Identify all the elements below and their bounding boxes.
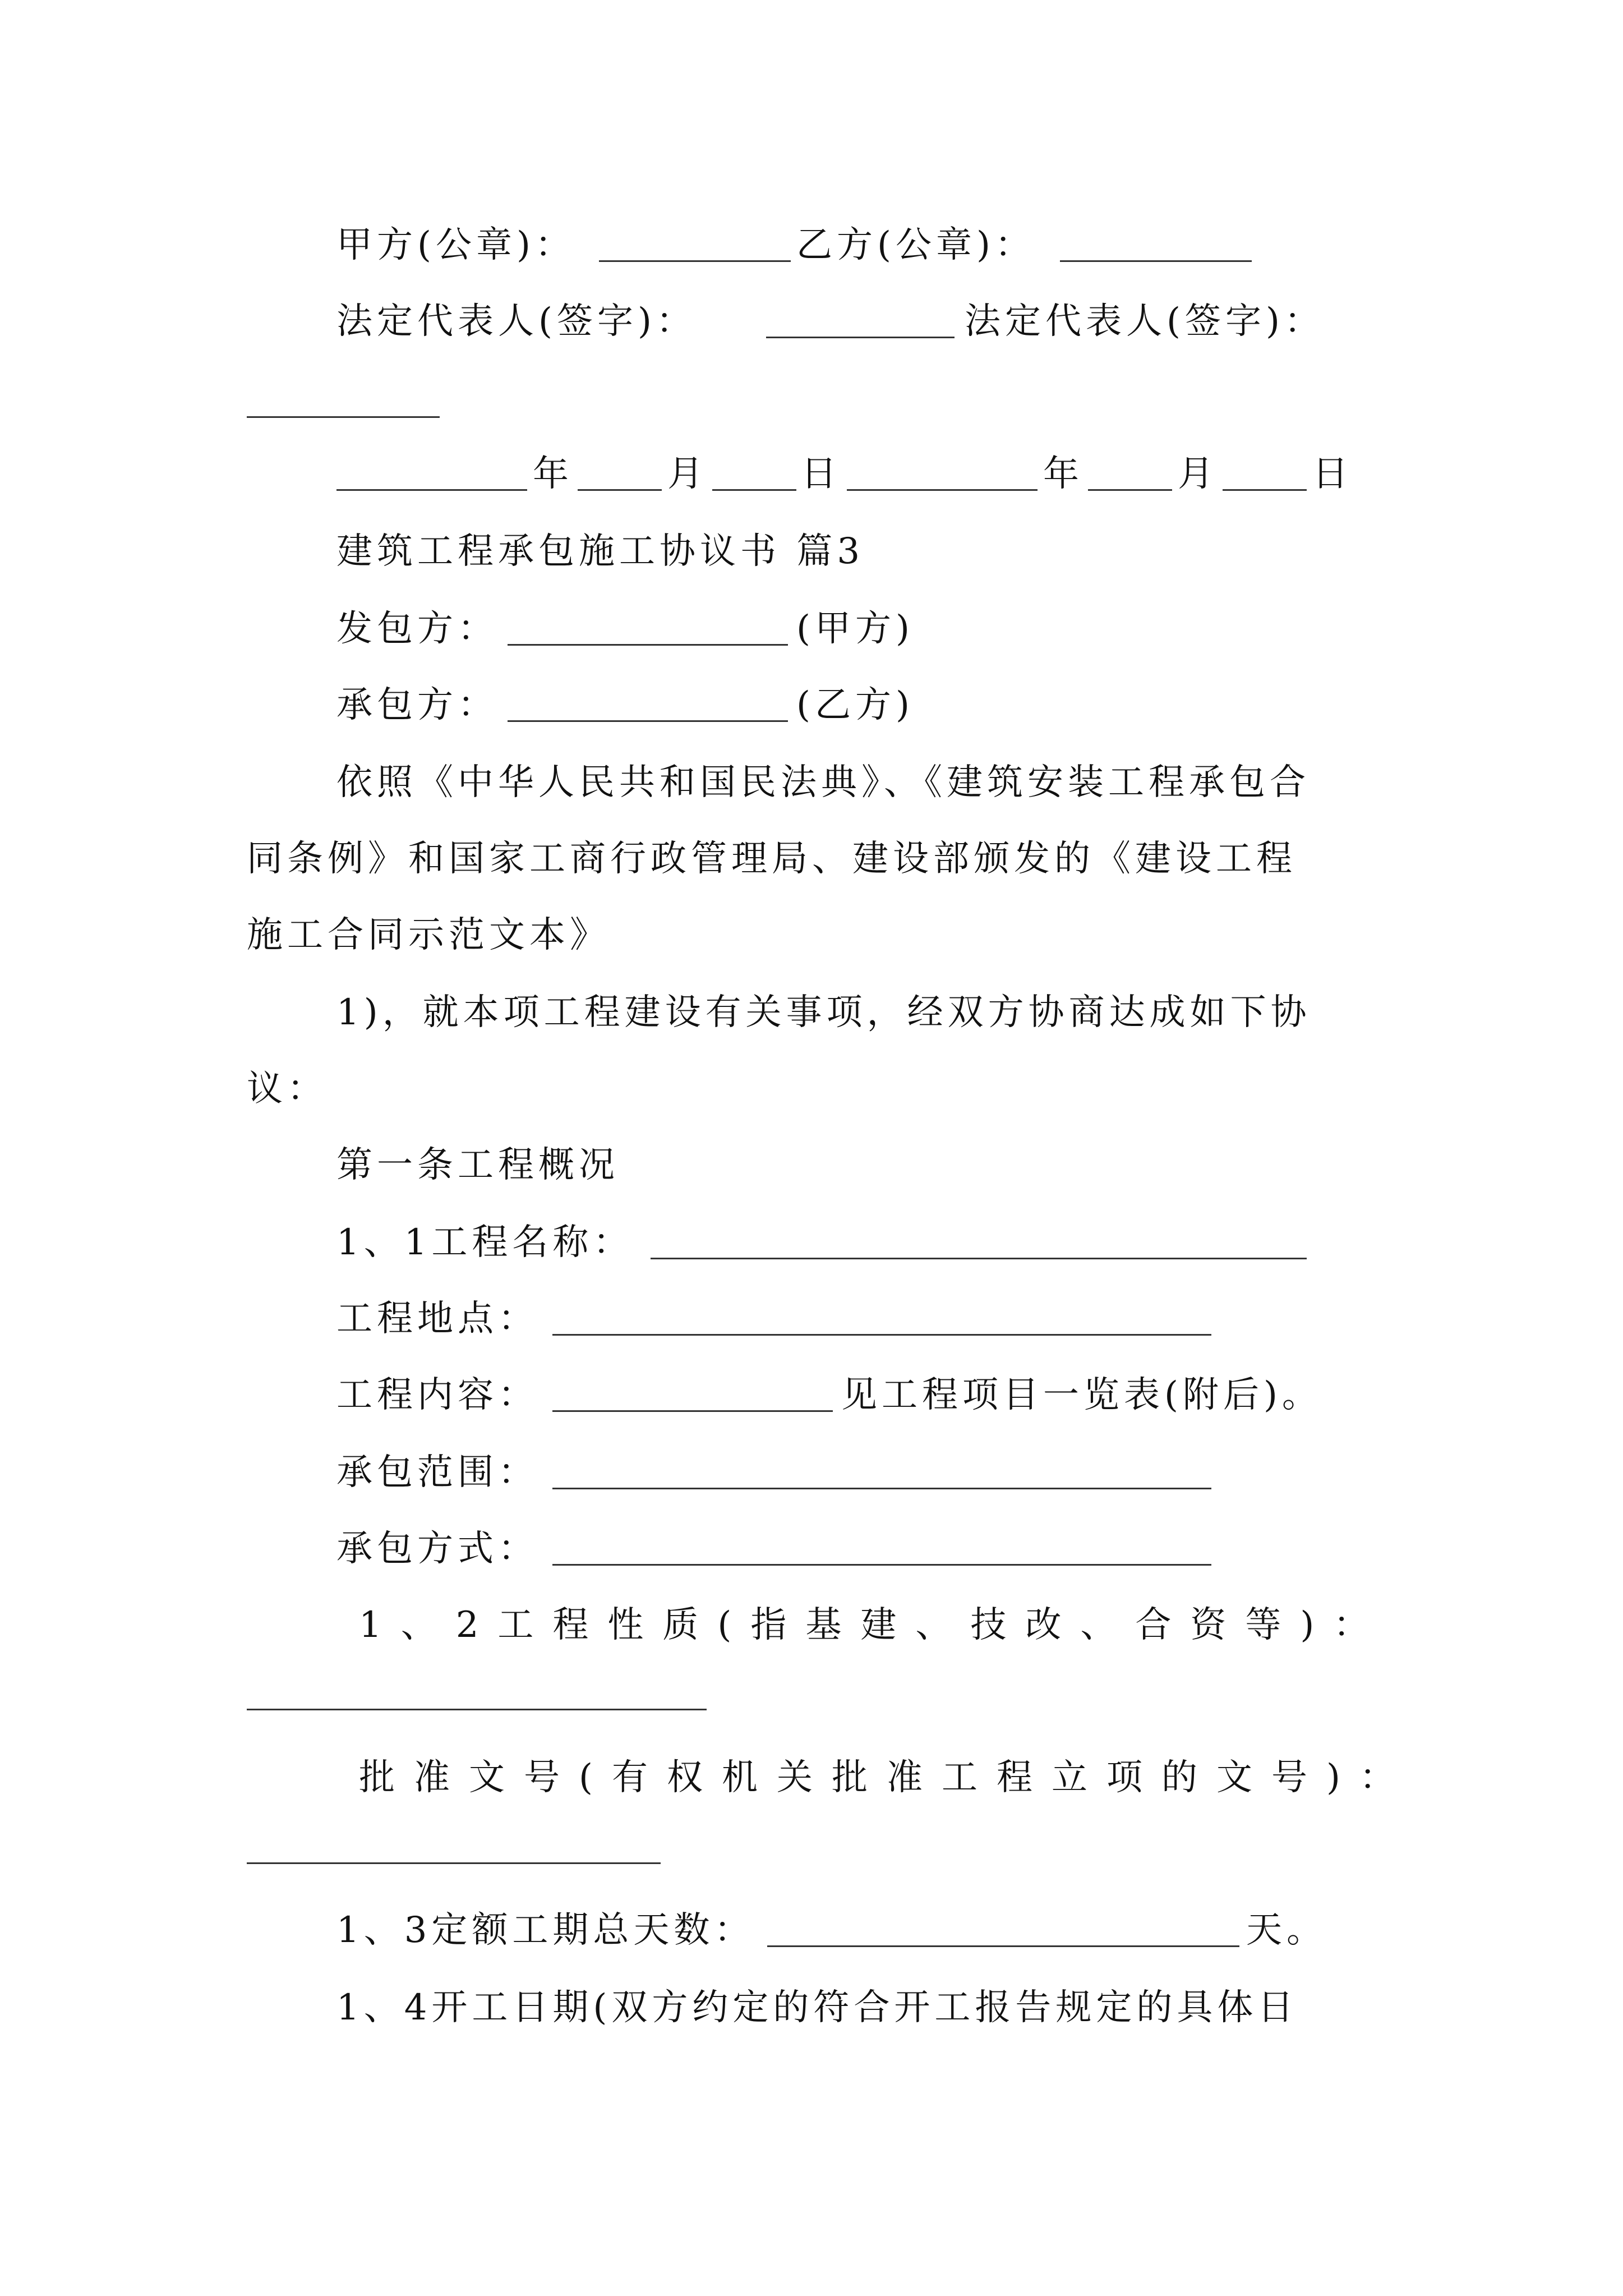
approval-no-blank <box>247 1862 661 1864</box>
approval-no-label: 批准文号(有权机关批准工程立项的文号)： <box>359 1757 1414 1798</box>
preamble-line <box>0 828 1623 890</box>
preamble-text-5: 议： <box>247 1068 328 1110</box>
project-nature-row <box>0 1594 1623 1656</box>
project-name-label: 1、1工程名称： <box>336 1222 634 1263</box>
preamble-line <box>0 752 1623 813</box>
party-b-seal-label: 乙方(公章)： <box>796 224 1035 266</box>
legal-rep-row <box>0 291 1623 352</box>
project-location-blank <box>552 1334 1211 1336</box>
start-date-row <box>0 1977 1623 2039</box>
employer-row <box>0 598 1623 660</box>
contract-method-row <box>0 1518 1623 1580</box>
employer-label: 发包方： <box>336 608 498 650</box>
quota-days-suffix: 天。 <box>1246 1910 1327 1951</box>
preamble-line <box>0 904 1623 966</box>
date-b-month-blank <box>1088 489 1172 491</box>
project-content-blank <box>552 1410 833 1412</box>
project-nature-label: 1、2工程性质(指基建、技改、合资等)： <box>359 1604 1389 1646</box>
project-content-suffix: 见工程项目一览表(附后)。 <box>841 1374 1322 1416</box>
preamble-text-3: 施工合同示范文本》 <box>247 914 610 956</box>
approval-no-row <box>0 1747 1623 1809</box>
contract-method-label: 承包方式： <box>336 1528 538 1570</box>
legal-rep-a-blank <box>766 337 955 338</box>
legal-rep-b-blank <box>247 416 440 418</box>
quota-days-row <box>0 1899 1623 1961</box>
date-a-year-blank <box>336 489 527 491</box>
preamble-text-4: 1)，就本项工程建设有关事项，经双方协商达成如下协 <box>336 992 1311 1033</box>
date-a-day-blank <box>712 489 796 491</box>
project-content-row <box>0 1364 1623 1426</box>
date-b-year-label: 年 <box>1043 453 1083 495</box>
project-location-row <box>0 1288 1623 1350</box>
seal-row <box>0 214 1623 276</box>
quota-days-blank <box>767 1945 1239 1947</box>
section-title-text: 建筑工程承包施工协议书 篇3 <box>336 531 865 572</box>
party-b-seal-blank <box>1060 260 1252 262</box>
contractor-row <box>0 674 1623 736</box>
employer-suffix: (甲方) <box>796 608 914 650</box>
start-date-label: 1、4开工日期(双方约定的符合开工报告规定的具体日 <box>336 1987 1298 2028</box>
preamble-text-2: 同条例》和国家工商行政管理局、建设部颁发的《建设工程 <box>247 838 1297 880</box>
legal-rep-b-label: 法定代表人(签字)： <box>965 301 1325 342</box>
date-a-year-label: 年 <box>533 453 573 495</box>
date-b-day-blank <box>1223 489 1307 491</box>
date-b-day-label: 日 <box>1312 453 1353 495</box>
contract-method-blank <box>552 1564 1211 1566</box>
project-content-label: 工程内容： <box>336 1374 538 1416</box>
quota-days-label: 1、3定额工期总天数： <box>336 1910 755 1951</box>
project-nature-blank <box>247 1709 707 1710</box>
contract-scope-label: 承包范围： <box>336 1452 538 1493</box>
date-b-month-label: 月 <box>1178 453 1218 495</box>
contract-scope-blank <box>552 1488 1211 1489</box>
party-a-seal-blank <box>599 260 791 262</box>
article1-title: 第一条工程概况 <box>336 1144 619 1186</box>
contractor-blank <box>508 720 788 722</box>
party-a-seal-label: 甲方(公章)： <box>336 224 575 266</box>
preamble-text-1: 依照《中华人民共和国民法典》、《建筑安装工程承包合 <box>336 762 1310 803</box>
contract-scope-row <box>0 1442 1623 1503</box>
date-a-day-label: 日 <box>801 453 841 495</box>
contractor-suffix: (乙方) <box>796 684 914 726</box>
preamble-line <box>0 1058 1623 1120</box>
date-row <box>0 443 1623 505</box>
project-name-blank <box>651 1258 1307 1259</box>
date-a-month-label: 月 <box>667 453 708 495</box>
project-location-label: 工程地点： <box>336 1298 538 1340</box>
date-a-month-blank <box>578 489 662 491</box>
employer-blank <box>508 644 788 646</box>
preamble-line <box>0 982 1623 1043</box>
project-name-row <box>0 1212 1623 1273</box>
article-title <box>0 1134 1623 1196</box>
date-b-year-blank <box>847 489 1038 491</box>
contractor-label: 承包方： <box>336 684 498 726</box>
section-title <box>0 521 1623 582</box>
legal-rep-a-label: 法定代表人(签字)： <box>336 301 697 342</box>
